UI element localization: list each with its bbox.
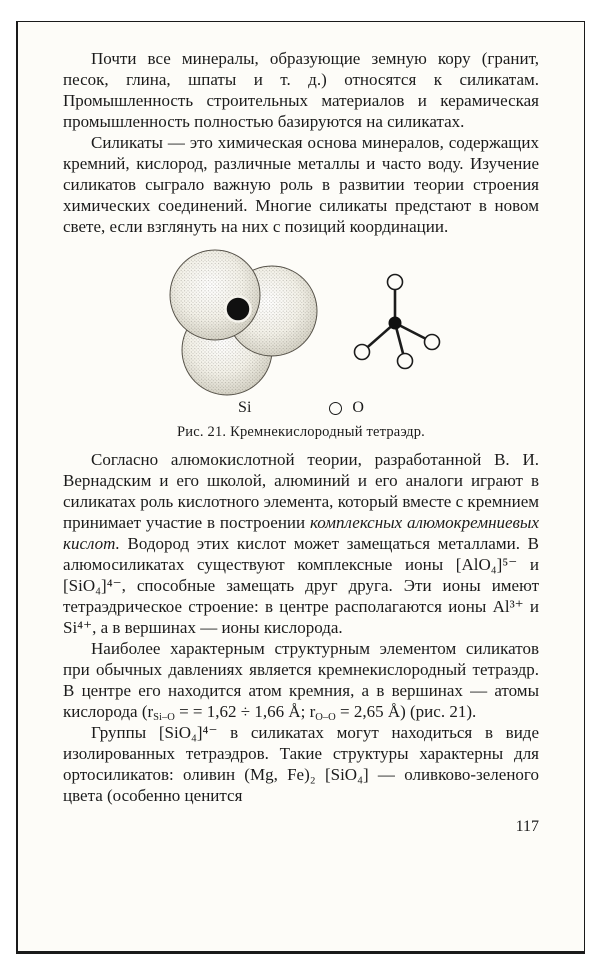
paragraph-4-text: Наиболее характерным структурным элементом силикатов при обычных давлениях является кремнекислородный тетраэдр. В центре его находится атом кремния, а в вершинах — атомы кислорода (r xyxy=(63,639,539,721)
page-content xyxy=(18,22,584,836)
figure-images xyxy=(63,249,539,397)
emphasis-italic-phrase: комплексных алюмокремниевых кислот. xyxy=(63,513,539,553)
figure-legend xyxy=(63,399,539,417)
ball-and-stick-model-icon xyxy=(349,268,449,378)
page-border xyxy=(16,21,585,954)
radius-si-o-subscript: Si–O xyxy=(153,712,175,724)
radius-o-o-subscript: O–O xyxy=(315,712,336,724)
paragraph-2: Силикаты — это химическая основа минералов, содержащих кремний, кислород, различные металлы и часто воду. Изучение силикатов сыграло важную роль в развитии теории строения химических соединений. Многие силикаты предстают в новом свете, если взглянуть на них с позиций координации. xyxy=(63,133,539,236)
figure-21 xyxy=(63,249,539,441)
paragraph-3-text-cont: Водород этих кислот может замещаться металлами. В алюмосиликатах существуют комплексные ионы [AlO₄]⁵⁻ и [SiO₄]⁴⁻, способные замещать друг друга. Эти ионы имеют тетраэдрическое строение: в центре располагаются ионы Al³⁺ и Si⁴⁺, а в вершинах — ионы кислорода. xyxy=(63,534,539,637)
paragraph-4 xyxy=(63,638,539,722)
space-filling-model-icon xyxy=(153,249,321,397)
paragraph-4-text-cont: = = 1,62 ÷ 1,66 Å; r xyxy=(174,702,316,721)
oxygen-circle-icon xyxy=(329,402,342,415)
paragraph-3 xyxy=(63,449,539,638)
paragraph-1: Почти все минералы, образующие земную кору (гранит, песок, глина, шпаты и т. д.) относятся к силикатам. Промышленность строительных материалов и керамическая промышленность полностью базируются на силикатах. xyxy=(63,49,539,131)
figure-caption: Рис. 21. Кремнекислородный тетраэдр. xyxy=(177,424,425,440)
paragraph-4-text-end: = 2,65 Å) (рис. 21). xyxy=(335,702,477,721)
paragraph-5: Группы [SiO₄]⁴⁻ в силикатах могут находиться в виде изолированных тетраэдров. Такие структуры характерны для ортосиликатов: оливин (Mg, Fe)₂ [SiO₄] — оливково-зеленого цвета (особенно ценится xyxy=(63,723,539,805)
legend-oxygen xyxy=(329,399,364,417)
page-number: 117 xyxy=(515,818,539,835)
legend-si-label: Si xyxy=(238,399,252,416)
legend-o-label: O xyxy=(352,399,364,416)
paragraph-3-text: Согласно алюмокислотной теории, разработанной В. И. Вернадским и его школой, алюминий и его аналоги играют в силикатах роль кислотного элемента, который вместе с кремнием принимает участие в построении xyxy=(63,450,539,532)
